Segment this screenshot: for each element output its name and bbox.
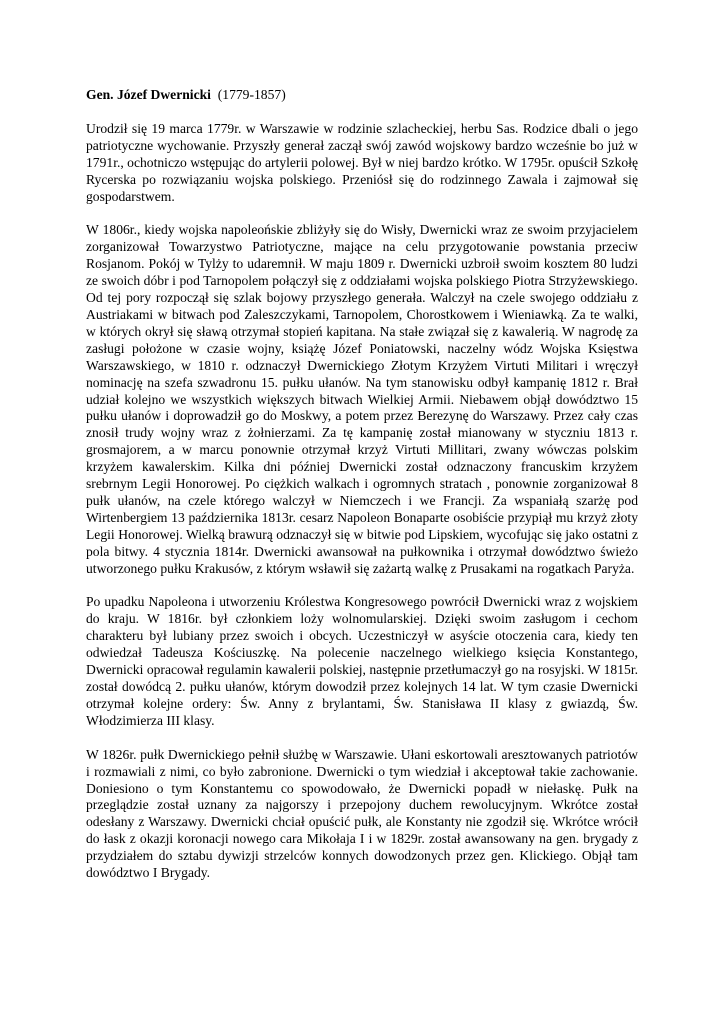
paragraph-1: Urodził się 19 marca 1779r. w Warszawie w rodzinie szlacheckiej, herbu Sas. Rodzice dbali o jego patriotyczne wychowanie. Przyszły generał zaczął swój zawód wojskowy bardzo wcześnie bo już w 1791r., ochotniczo wstępując do artylerii polowej. Był w niej bardzo krótko. W 1795r. opuścił Szkołę Rycerska po rozwiązaniu wojska polskiego. Przeniósł się do rodzinnego Zawala i zajmował się gospodarstwem. bbox=[86, 120, 638, 204]
document-title bbox=[86, 87, 638, 104]
title-years: (1779-1857) bbox=[217, 87, 286, 102]
paragraph-3: Po upadku Napoleona i utworzeniu Królestwa Kongresowego powrócił Dwernicki wraz z wojskiem do kraju. W 1816r. był członkiem loży wolnomularskiej. Dzięki swoim zasługom i cechom charakteru był lubiany przez swoich i obcych. Uczestniczył w asyście otoczenia cara, kiedy ten odwiedzał Tadeusza Kościuszkę. Na polecenie naczelnego wielkiego księcia Konstantego, Dwernicki opracował regulamin kawalerii polskiej, następnie przetłumaczył go na rosyjski. W 1815r. został dowódcą 2. pułku ułanów, którym dowodził przez kolejnych 14 lat. W tym czasie Dwernicki otrzymał kolejne ordery: Św. Anny z brylantami, Św. Stanisława II klasy z gwiazdą, Św. Włodzimierza III klasy. bbox=[86, 594, 638, 728]
paragraph-2: W 1806r., kiedy wojska napoleońskie zbliżyły się do Wisły, Dwernicki wraz ze swoim przyjacielem zorganizował Towarzystwo Patriotyczne, mające na celu przygotowanie powstania przeciw Rosjanom. Pokój w Tylży to udaremnił. W maju 1809 r. Dwernicki uzbroił swoim kosztem 80 ludzi ze swoich dóbr i pod Tarnopolem połączył się z oddziałami wojska polskiego Piotra Strzyżewskiego. Od tej pory rozpoczął się szlak bojowy przyszłego generała. Walczył na czele swojego oddziału z Austriakami w bitwach pod Zaleszczykami, Tarnopolem, Chorostkowem i Wieniawką. Za te walki, w których okrył się sławą otrzymał stopień kapitana. Na stałe związał się z kawalerią. W nagrodę za zasługi położone w czasie wojny, książę Józef Poniatowski, naczelny wódz Wojska Księstwa Warszawskiego, w 1810 r. odznaczył Dwernickiego Złotym Krzyżem Virtuti Militari i wręczył nominację na szefa szwadronu 15. pułku ułanów. Na tym stanowisku odbył kampanię 1812 r. Brał udział kolejno we wszystkich większych bitwach Wielkiej Armii. Niebawem objął dowództwo 15 pułku ułanów i doprowadził go do Moskwy, a potem przez Berezynę do Warszawy. Przez cały czas znosił trudy wojny wraz z żołnierzami. Za tę kampanię został mianowany w styczniu 1813 r. grosmajorem, a w marcu ponownie otrzymał krzyż Virtuti Millitari, zwany wówczas polskim krzyżem kawalerskim. Kilka dni później Dwernicki został odznaczony francuskim krzyżem srebrnym Legii Honorowej. Po ciężkich walkach i ogromnych stratach , ponownie zorganizował 8 pułk ułanów, na czele którego walczył w Niemczech i we Francji. Za wspaniałą szarżę pod Wirtenbergiem 13 października 1813r. cesarz Napoleon Bonaparte osobiście przypiął mu krzyż złoty Legii Honorowej. Wielką brawurą odznaczył się w bitwie pod Lipskiem, wycofując się jako ostatni z pola bitwy. 4 stycznia 1814r. Dwernicki awansował na pułkownika i otrzymał dowództwo świeżo utworzonego pułku Krakusów, z którym wsławił się zażartą walkę z Prusakami na rogatkach Paryża. bbox=[86, 222, 638, 576]
title-name: Gen. Józef Dwernicki bbox=[86, 87, 211, 102]
document-page bbox=[86, 87, 638, 899]
paragraph-4: W 1826r. pułk Dwernickiego pełnił służbę w Warszawie. Ułani eskortowali aresztowanych patriotów i rozmawiali z nimi, co było zabronione. Dwernicki o tym wiedział i akceptował takie zachowanie. Doniesiono o tym Konstantemu co spowodowało, że Dwernicki popadł w niełaskę. Pułk na przeglądzie został uznany za najgorszy i przepojony duchem rewolucyjnym. Wkrótce został odesłany z Warszawy. Dwernicki chciał opuścić pułk, ale Konstanty nie zgodził się. Wkrótce wrócił do łask z okazji koronacji nowego cara Mikołaja I i w 1829r. został awansowany na gen. brygady z przydziałem do sztabu dywizji strzelców konnych dowodzonych przez gen. Klickiego. Objął tam dowództwo I Brygady. bbox=[86, 746, 638, 881]
